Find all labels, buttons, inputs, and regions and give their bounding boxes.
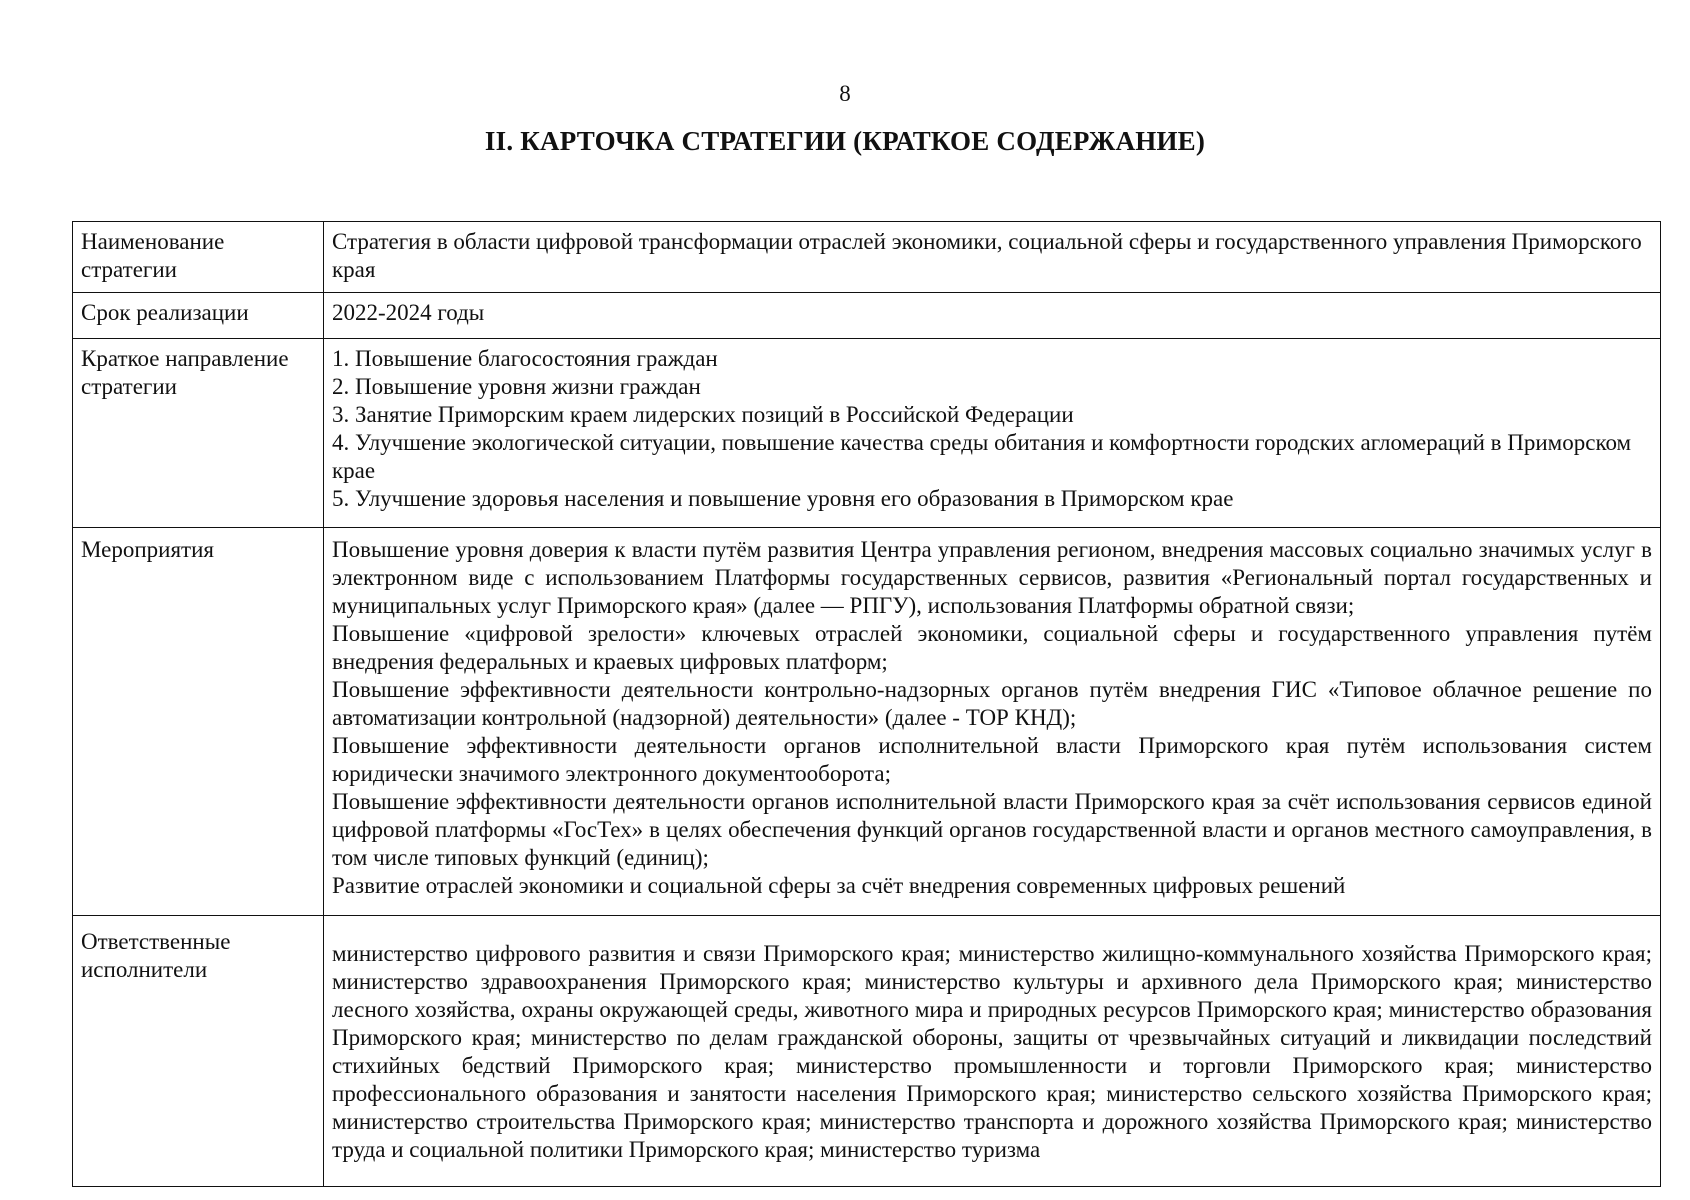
measure-item: Повышение эффективности деятельности органов исполнительной власти Приморского края за счёт использования сервисов единой цифровой платформы «ГосТех» в целях обеспечения функций органов государственной власти и органов местного самоуправления, в том числе типовых функций (единиц); bbox=[332, 789, 1652, 870]
direction-item: 5. Улучшение здоровья населения и повышение уровня его образования в Приморском крае bbox=[332, 486, 1234, 511]
table-row bbox=[73, 293, 1661, 339]
row-label-term: Срок реализации bbox=[73, 293, 324, 339]
row-label-measures: Мероприятия bbox=[73, 528, 324, 916]
section-title: II. КАРТОЧКА СТРАТЕГИИ (КРАТКОЕ СОДЕРЖАНИЕ) bbox=[484, 126, 1206, 156]
table-row bbox=[73, 916, 1661, 1187]
row-value-strategy-name: Стратегия в области цифровой трансформации отраслей экономики, социальной сферы и государственного управления Приморского края bbox=[324, 222, 1661, 293]
direction-item: 3. Занятие Приморским краем лидерских позиций в Российской Федерации bbox=[332, 402, 1074, 427]
row-label-direction: Краткое направление стратегии bbox=[73, 339, 324, 528]
measure-item: Повышение «цифровой зрелости» ключевых отраслей экономики, социальной сферы и государственного управления путём внедрения федеральных и краевых цифровых платформ; bbox=[332, 621, 1652, 674]
row-value-measures bbox=[324, 528, 1661, 916]
measure-item: Повышение эффективности деятельности контрольно-надзорных органов путём внедрения ГИС «Типовое облачное решение по автоматизации контрольной (надзорной) деятельности» (далее - ТОР КНД); bbox=[332, 677, 1652, 730]
measure-item: Повышение уровня доверия к власти путём развития Центра управления регионом, внедрения массовых социально значимых услуг в электронном виде с использованием Платформы государственных сервисов, развития «Региональный портал государственных и муниципальных услуг Приморского края» (далее — РПГУ), использования Платформы обратной связи; bbox=[332, 537, 1652, 618]
row-value-executors: министерство цифрового развития и связи Приморского края; министерство жилищно-коммунального хозяйства Приморского края; министерство здравоохранения Приморского края; министерство культуры и архивного дела Приморского края; министерство лесного хозяйства, охраны окружающей среды, животного мира и природных ресурсов Приморского края; министерство образования Приморского края; министерство по делам гражданской обороны, защиты от чрезвычайных ситуаций и ликвидации последствий стихийных бедствий Приморского края; министерство промышленности и торговли Приморского края; министерство профессионального образования и занятости населения Приморского края; министерство сельского хозяйства Приморского края; министерство строительства Приморского края; министерство транспорта и дорожного хозяйства Приморского края; министерство труда и социальной политики Приморского края; министерство туризма bbox=[324, 916, 1661, 1187]
row-value-direction bbox=[324, 339, 1661, 528]
direction-item: 1. Повышение благосостояния граждан bbox=[332, 346, 718, 371]
row-label-strategy-name: Наименование стратегии bbox=[73, 222, 324, 293]
page-number: 8 bbox=[839, 81, 851, 106]
row-value-term: 2022-2024 годы bbox=[324, 293, 1661, 339]
table-row bbox=[73, 222, 1661, 293]
measure-item: Повышение эффективности деятельности органов исполнительной власти Приморского края путём использования систем юридически значимого электронного документооборота; bbox=[332, 733, 1652, 786]
row-label-executors: Ответственные исполнители bbox=[73, 916, 324, 1187]
strategy-card-table bbox=[72, 221, 1661, 1187]
direction-item: 2. Повышение уровня жизни граждан bbox=[332, 374, 701, 399]
table-row bbox=[73, 339, 1661, 528]
table-row bbox=[73, 528, 1661, 916]
measure-item: Развитие отраслей экономики и социальной сферы за счёт внедрения современных цифровых решений bbox=[332, 873, 1346, 898]
direction-item: 4. Улучшение экологической ситуации, повышение качества среды обитания и комфортности городских агломераций в Приморском крае bbox=[332, 430, 1632, 483]
